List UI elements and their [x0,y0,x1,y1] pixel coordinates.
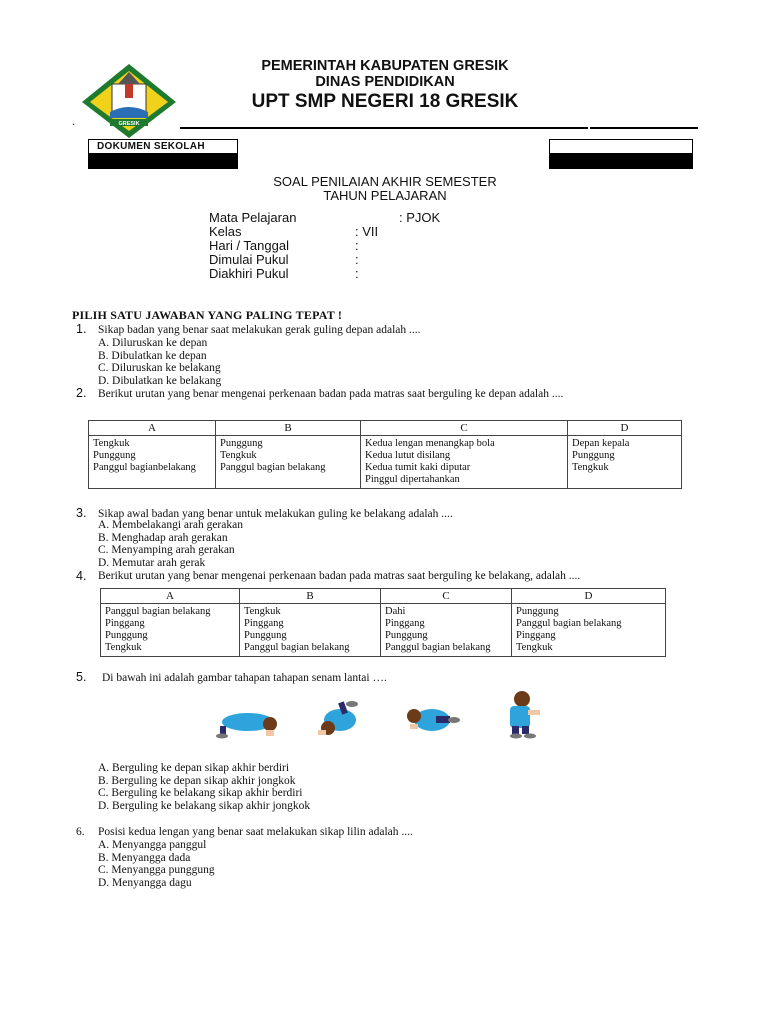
answer-option[interactable]: D. Memutar arah gerak [98,556,206,569]
question-number: 2. [76,386,87,400]
question-text: Posisi kedua lengan yang benar saat melakukan sikap lilin adalah .... [98,826,413,838]
header-government: PEMERINTAH KABUPATEN GRESIK [261,58,509,74]
field-label: Hari / Tanggal [209,238,289,253]
answer-option[interactable]: B. Berguling ke depan sikap akhir jongkok [98,774,296,787]
header-rule-right [590,127,698,129]
field-value: : VII [355,224,379,239]
table-header: D [568,421,682,436]
answer-option[interactable]: A. Diluruskan ke depan [98,337,208,349]
field-label: Kelas [209,224,242,239]
table-cell[interactable]: Punggung Tengkuk Panggul bagian belakang [216,436,361,489]
doc-label-box [88,139,238,169]
table-cell[interactable]: Dahi Pinggang Punggung Panggul bagian belakang [381,604,512,657]
table-header: C [361,421,568,436]
answer-table [100,588,666,657]
answer-option[interactable]: D. Menyangga dagu [98,876,192,889]
table-header: B [240,589,381,604]
question-number: 6. [76,826,85,838]
table-cell[interactable]: Panggul bagian belakang Pinggang Punggung Tengkuk [101,604,240,657]
question-text: Berikut urutan yang benar mengenai perkenaan badan pada matras saat berguling ke belakang, adalah .... [98,570,581,582]
answer-option[interactable]: A. Menyangga panggul [98,839,207,851]
instruction: PILIH SATU JAWABAN YANG PALING TEPAT ! [72,308,343,322]
doc-code-bar [550,153,692,168]
table-header: D [512,589,666,604]
figure-stage-3 [407,709,460,731]
figure-stage-4 [510,691,540,739]
table-header: B [216,421,361,436]
header-department: DINAS PENDIDIKAN [315,74,455,90]
question-text: Di bawah ini adalah gambar tahapan tahapan senam lantai …. [102,672,387,684]
header-dot: . [72,114,75,128]
table-cell[interactable]: Tengkuk Punggung Panggul bagianbelakang [89,436,216,489]
table-cell[interactable]: Kedua lengan menangkap bola Kedua lutut disilang Kedua tumit kaki diputar Pinggul dipertahankan [361,436,568,489]
table-header: A [89,421,216,436]
answer-option[interactable]: B. Menyangga dada [98,851,191,864]
header-school-name: UPT SMP NEGERI 18 GRESIK [251,91,519,112]
table-cell[interactable]: Tengkuk Pinggang Punggung Panggul bagian belakang [240,604,381,657]
exam-info [209,210,441,281]
figure-stage-1 [216,713,277,739]
answer-option[interactable]: B. Menghadap arah gerakan [98,531,228,544]
field-value: : [355,238,359,253]
answer-options [98,337,221,387]
answer-option[interactable]: C. Berguling ke belakang sikap akhir berdiri [98,787,303,799]
answer-option[interactable]: A. Berguling ke depan sikap akhir berdiri [98,762,290,774]
table-cell[interactable]: Punggung Panggul bagian belakang Pinggang Tengkuk [512,604,666,657]
field-label: Mata Pelajaran [209,210,297,225]
question-text: Sikap badan yang benar saat melakukan gerak guling depan adalah .... [98,324,421,336]
exam-year: TAHUN PELAJARAN [323,188,447,203]
question-text: Sikap awal badan yang benar untuk melakukan guling ke belakang adalah .... [98,508,453,520]
doc-code-box [549,139,693,169]
exam-title: SOAL PENILAIAN AKHIR SEMESTER [273,174,497,189]
answer-option[interactable]: D. Berguling ke belakang sikap akhir jongkok [98,799,311,812]
answer-table [88,420,682,489]
figure-stage-2 [318,701,358,735]
field-value: : [355,266,359,281]
answer-options [98,762,310,812]
answer-options [98,839,215,889]
table-header: C [381,589,512,604]
logo-text: GRESIK [118,121,140,127]
answer-option[interactable]: C. Diluruskan ke belakang [98,362,221,374]
field-label: Diakhiri Pukul [209,266,289,281]
question-number: 4. [76,569,87,583]
field-label: Dimulai Pukul [209,252,289,267]
answer-option[interactable]: C. Menyangga punggung [98,864,215,876]
field-value: : PJOK [399,210,441,225]
answer-option[interactable]: A. Membelakangi arah gerakan [98,519,243,531]
answer-option[interactable]: B. Dibulatkan ke depan [98,349,207,362]
question-number: 5. [76,670,87,684]
doc-label: DOKUMEN SEKOLAH [97,141,205,152]
answer-option[interactable]: D. Dibulatkan ke belakang [98,374,222,387]
question-number: 3. [76,506,87,520]
question-text: Berikut urutan yang benar mengenai perkenaan badan pada matras saat berguling ke depan adalah .... [98,388,564,400]
answer-options [98,519,243,569]
school-logo [80,62,178,140]
field-value: : [355,252,359,267]
header-rule [180,127,588,129]
table-cell[interactable]: Depan kepala Punggung Tengkuk [568,436,682,489]
question-number: 1. [76,322,87,336]
answer-option[interactable]: C. Menyamping arah gerakan [98,544,235,556]
gymnastics-illustration [210,690,560,740]
table-header: A [101,589,240,604]
doc-label-bar [89,153,237,168]
